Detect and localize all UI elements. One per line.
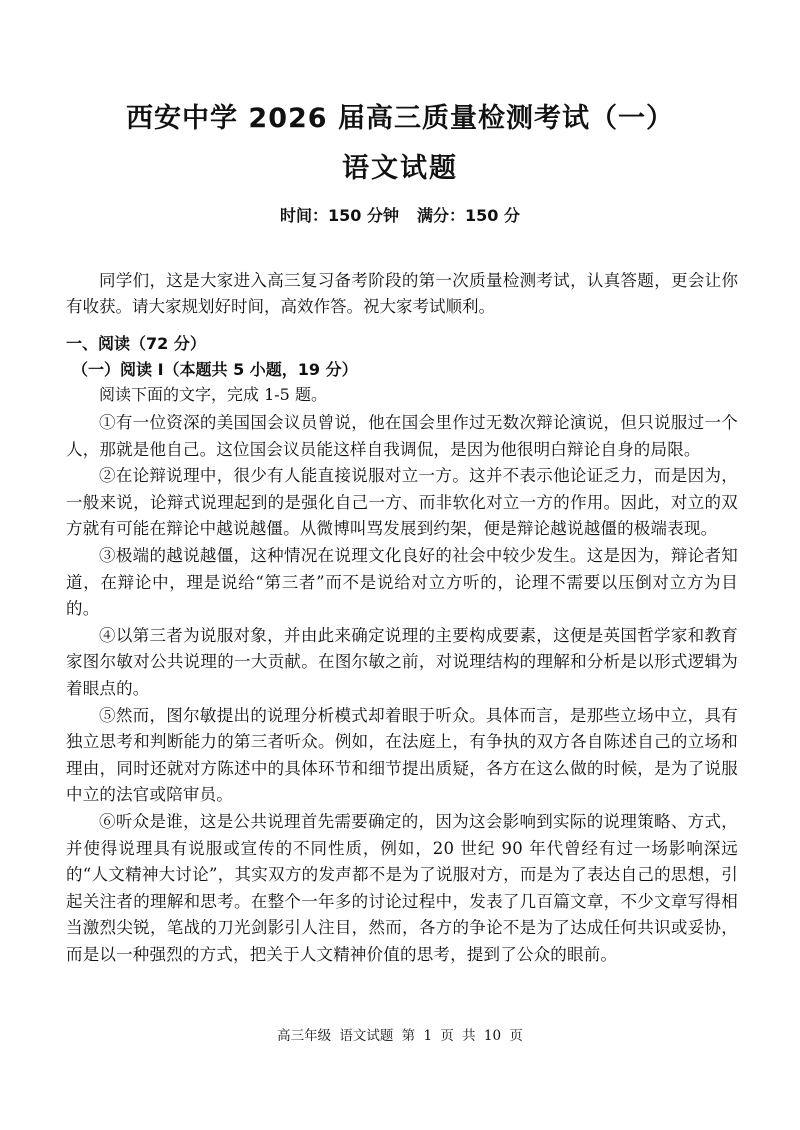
passage-paragraph-4: ④以第三者为说服对象，并由此来确定说理的主要构成要素，这便是英国哲学家和教育家图尔敏对公共说理的一大贡献。在图尔敏之前，对说理结构的理解和分析是以形式逻辑为着眼点的。 [66, 625, 738, 698]
passage-paragraph-5: ⑤然而，图尔敏提出的说理分析模式却着眼于听众。具体而言，是那些立场中立，具有独立思考和判断能力的第三者听众。例如，在法庭上，有争执的双方各自陈述自己的立场和理由，同时还就对方陈述中的具体环节和细节提出质疑，各方在这么做的时候，是为了说服中立的法官或陪审员。 [66, 705, 738, 805]
passage-paragraph-6: ⑥听众是谁，这是公共说理首先需要确定的，因为这会影响到实际的说理策略、方式，并使得说理具有说服或宣传的不同性质，例如，20 世纪 90 年代曾经有过一场影响深远的“人文精神大讨论”，其实双方的发声都不是为了说服对方，而是为了表达自己的思想，引起关注者的理解和思考。在整个一年多的讨论过程中，发表了几百篇文章，不少文章写得相当激烈尖锐，笔战的刀光剑影引人注目，然而，各方的争论不是为了达成任何共识或妥协，而是以一种强烈的方式，把关于人文精神价值的思考，提到了公众的眼前。 [66, 811, 738, 964]
reading-passage [66, 410, 738, 968]
page-footer: 高三年级 语文试题 第 1 页 共 10 页 [277, 1028, 523, 1044]
exam-title: 西安中学 2026 届高三质量检测考试（一） [126, 103, 674, 134]
passage-paragraph-3: ③极端的越说越僵，这种情况在说理文化良好的社会中较少发生。这是因为，辩论者知道，在辩论中，理是说给“第三者”而不是说给对立方听的，论理不需要以压倒对立方为目的。 [66, 545, 738, 619]
exam-score: 满分：150 分 [417, 206, 520, 225]
passage-paragraph-2: ②在论辩说理中，很少有人能直接说服对立一方。这并不表示他论证乏力，而是因为，一般来说，论辩式说理起到的是强化自己一方、而非软化对立一方的作用。因此，对立的双方就有可能在辩论中越说越僵。从微博叫骂发展到约架，便是辩论越说越僵的极端表现。 [66, 466, 738, 539]
exam-time: 时间：150 分钟 [280, 206, 399, 225]
section-subheading: （一）阅读 I（本题共 5 小题，19 分） [72, 360, 358, 379]
section-heading: 一、阅读（72 分） [66, 334, 206, 353]
reading-instruction: 阅读下面的文字，完成 1-5 题。 [99, 385, 327, 404]
intro-paragraph: 同学们，这是大家进入高三复习备考阶段的第一次质量检测考试，认真答题，更会让你有收获。请大家规划好时间，高效作答。祝大家考试顺利。 [66, 271, 738, 316]
passage-paragraph-1: ①有一位资深的美国国会议员曾说，他在国会里作过无数次辩论演说，但只说服过一个人，那就是他自己。这位国会议员能这样自我调侃，是因为他很明白辩论自身的局限。 [66, 413, 738, 459]
exam-meta [0, 203, 800, 226]
exam-subject: 语文试题 [342, 153, 458, 184]
